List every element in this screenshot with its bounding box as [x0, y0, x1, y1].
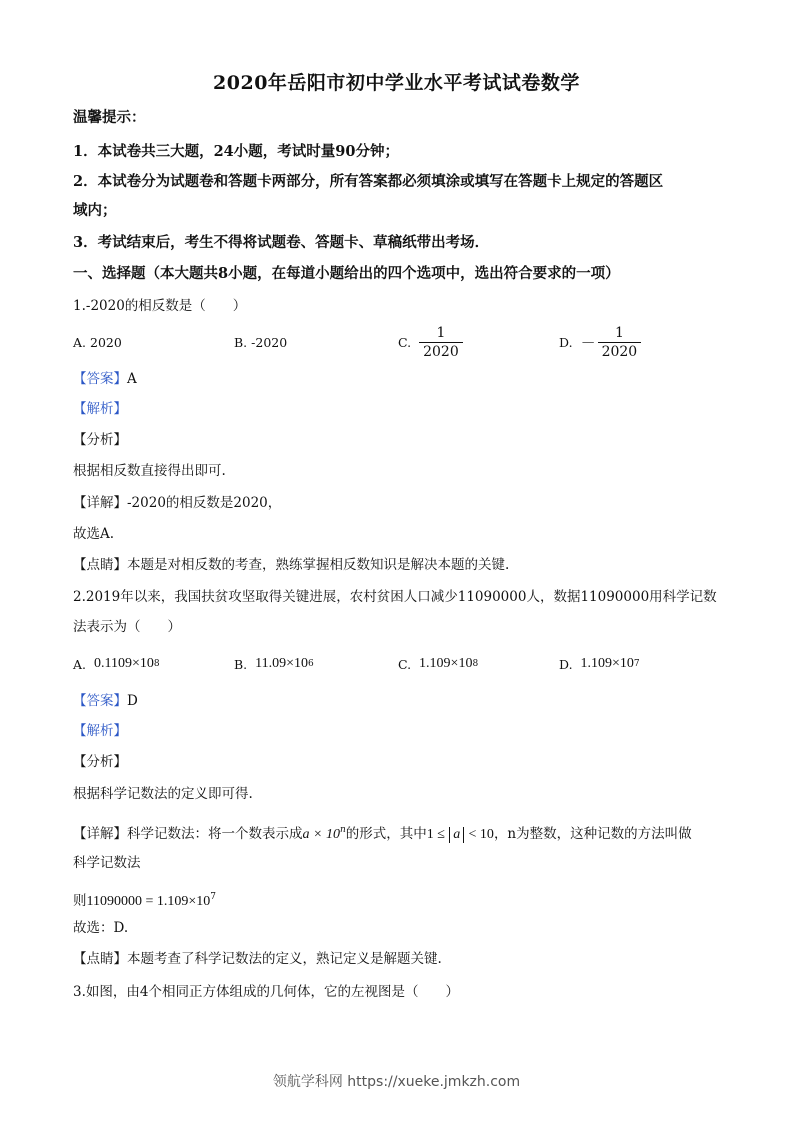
section-heading: 一、选择题（本大题共8小题，在每道小题给出的四个选项中，选出符合要求的一项）: [73, 265, 620, 282]
q2-stem-line1: 2.2019年以来，我国扶贫攻坚取得关键进展，农村贫困人口减少11090000人，数据11090000用科学记数: [73, 589, 717, 605]
q1-comment: 【点睛】本题是对相反数的考查，熟练掌握相反数知识是解决本题的关键.: [73, 557, 510, 573]
q2-analysis-tag: 【解析】: [73, 723, 127, 739]
notice-item-2-cont: 域内；: [73, 202, 117, 219]
q2-detail-line2: 科学记数法: [73, 855, 141, 871]
q1-stem: 1.-2020的相反数是（ ）: [73, 298, 247, 314]
q2-choose: 故选：D.: [73, 920, 129, 936]
notice-heading: 温馨提示：: [73, 109, 146, 126]
q1-fenxi: 【分析】: [73, 432, 127, 448]
q1-option-c: C. $\frac{1}{2020}$: [398, 322, 463, 362]
q2-option-d: D. 1.109×10 7: [559, 656, 640, 672]
q2-stem-line2: 法表示为（ ）: [73, 619, 181, 635]
footer-watermark: 领航学科网 https://xueke.jmkzh.com: [272, 1074, 521, 1090]
notice-item-2: 2．本试卷分为试题卷和答题卡两部分，所有答案都必须填涂或填写在答题卡上规定的答题区: [73, 173, 664, 190]
page-title: 2020年岳阳市初中学业水平考试试卷数学: [213, 72, 580, 94]
q3-stem: 3.如图，由4个相同正方体组成的几何体，它的左视图是（ ）: [73, 984, 459, 1000]
q2-fenxi: 【分析】: [73, 754, 127, 770]
q1-option-d: D. － $\frac{1}{2020}$: [559, 322, 641, 362]
q1-fenxi-text: 根据相反数直接得出即可.: [73, 463, 226, 479]
notice-item-1: 1．本试卷共三大题，24小题，考试时量90分钟；: [73, 143, 399, 160]
q2-fenxi-text: 根据科学记数法的定义即可得.: [73, 786, 253, 802]
q2-detail: 【详解】科学记数法：将一个数表示成$a \times 10^n$的形式，其中1 ≤ a < 10，n为整数，这种记数的方法叫做: [73, 825, 692, 842]
q1-option-b: B. -2020: [234, 334, 288, 350]
fraction: $\frac{1}{2020}$: [598, 324, 642, 361]
fraction: $\frac{1}{2020}$: [419, 324, 463, 361]
q2-comment: 【点睛】本题考查了科学记数法的定义，熟记定义是解题关键.: [73, 951, 442, 967]
q2-option-a: A. 0.1109×10 8: [73, 656, 160, 672]
q2-option-b: B. 11.09×10 6: [234, 656, 314, 672]
q2-option-c: C. 1.109×10 8: [398, 656, 479, 672]
q2-result: 则$11090000 = 1.109\times 10^7$: [73, 892, 217, 909]
q1-options: [73, 322, 733, 362]
q2-answer: 【答案】D: [73, 693, 138, 709]
q1-answer: 【答案】A: [73, 371, 137, 387]
q2-options: [73, 644, 733, 684]
q1-analysis-tag: 【解析】: [73, 401, 127, 417]
q1-detail: 【详解】-2020的相反数是2020，: [73, 495, 282, 511]
q1-option-a: A. 2020: [73, 334, 122, 350]
notice-item-3: 3．考试结束后，考生不得将试题卷、答题卡、草稿纸带出考场．: [73, 234, 490, 251]
q1-choose: 故选A.: [73, 526, 115, 542]
